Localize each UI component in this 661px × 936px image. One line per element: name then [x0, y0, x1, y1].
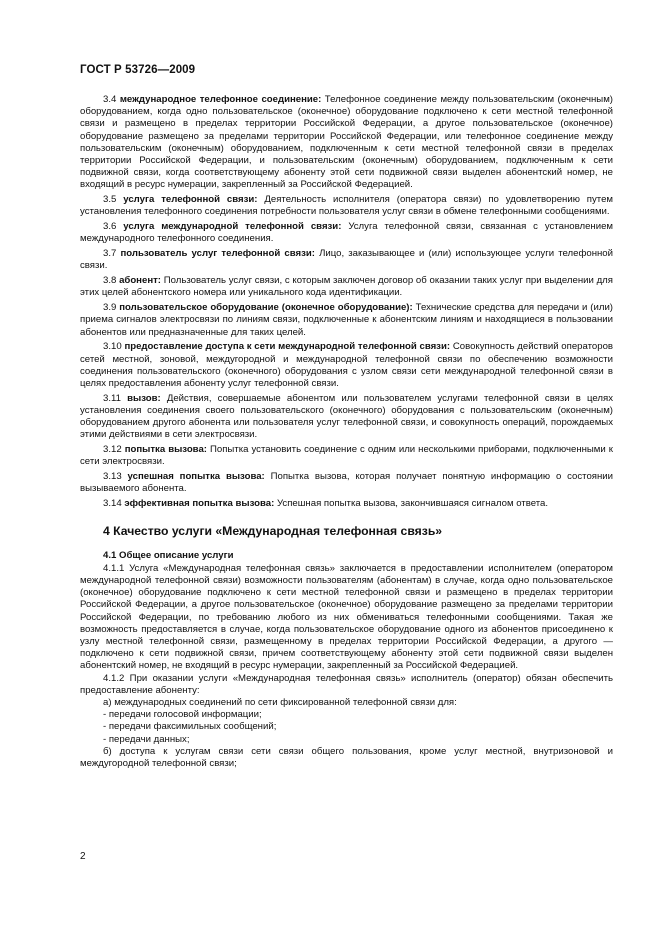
term-number: 3.10 [103, 341, 122, 353]
list-item-b: б) доступа к услугам связи сети связи общего пользования, кроме услуг местной, внутризоновой и междугородной телефонной связи; [80, 745, 613, 770]
term-name: услуга телефонной связи: [123, 194, 258, 206]
term-name: успешная попытка вызова: [127, 471, 265, 483]
term-number: 3.9 [103, 302, 117, 314]
term-3-4 [80, 94, 613, 192]
term-definition: Попытка установить соединение с одним или несколькими приборами, подключенными к сети электросвязи. [80, 444, 613, 468]
term-3-10 [80, 341, 613, 390]
term-3-5 [80, 194, 613, 218]
term-3-12 [80, 444, 613, 468]
clause-4-1-2: 4.1.2 При оказании услуги «Международная телефонная связь» исполнитель (оператор) обязан обеспечить предоставление абоненту: [80, 672, 613, 696]
document-body [80, 94, 613, 770]
term-definition: Лицо, заказывающее и (или) использующее услуги телефонной связи. [80, 248, 613, 272]
term-name: пользовательское оборудование (оконечное оборудование): [119, 302, 413, 314]
term-definition: Технические средства для передачи и (или) приема сигналов электросвязи по линиям связи, подключенные к абонентским линиям и находящиеся в пользовании абонентов или предназначенные для таких целей. [80, 302, 613, 338]
term-definition: Попытка вызова, которая получает понятную информацию о состоянии вызываемого абонента. [80, 471, 613, 495]
term-definition: Пользователь услуг связи, с которым заключен договор об оказании таких услуг при выделении для этих целей абонентского номера или уникального кода идентификации. [80, 275, 613, 299]
term-3-14 [80, 498, 613, 510]
term-3-8 [80, 275, 613, 299]
term-number: 3.5 [103, 194, 117, 206]
list-dash-item: - передачи факсимильных сообщений; [103, 721, 277, 733]
term-number: 3.11 [103, 392, 121, 404]
term-number: 3.13 [103, 471, 122, 483]
list-dash-item: - передачи голосовой информации; [103, 709, 262, 721]
page-number: 2 [80, 851, 86, 862]
term-definition: Действия, совершаемые абонентом или пользователем услугами телефонной связи в целях установления соединения своего пользовательского (оконечного) оборудования с пользовательским (оконечным) оборудованием другого абонента или пользователя услуг телефонной связи, и совокупность операций, порождаемых этими действиями в сети электросвязи. [80, 392, 613, 441]
term-3-13 [80, 471, 613, 495]
subsection-4-1-title: 4.1 Общее описание услуги [103, 549, 234, 561]
term-definition: Услуга телефонной связи, связанная с установлением международного телефонного соединения. [80, 221, 613, 245]
term-3-9 [80, 302, 613, 339]
term-3-6 [80, 221, 613, 245]
term-number: 3.6 [103, 221, 117, 233]
term-name: услуга международной телефонной связи: [123, 221, 342, 233]
term-number: 3.4 [103, 94, 117, 105]
term-name: попытка вызова: [124, 444, 207, 456]
term-definition: Успешная попытка вызова, закончившаяся сигналом ответа. [276, 498, 549, 510]
section-4-title: 4 Качество услуги «Международная телефонная связь» [103, 524, 443, 539]
term-name: вызов: [127, 392, 161, 404]
list-item-a: а) международных соединений по сети фиксированной телефонной связи для: [103, 697, 457, 709]
term-definition: Телефонное соединение между пользовательским (оконечным) оборудованием, когда одно пользовательское (оконечное) оборудование подключено к сети местной телефонной связи и размещено в пределах территории Российской Федерации, а другое пользовательское (оконечное) оборудование размещено за пределами территории Российской Федерации, или телефонное соединение между пользовательским (оконечным) оборудованием, подключенным к сети местной телефонной связи в пределах территории Российской Федерации, и пользовательским (оконечным) оборудованием, подключенным к сети подвижной связи, когда соответствующему абоненту этой сети подвижной связи выделен абонентский номер, не входящий в ресурс нумерации, закрепленный за Российской Федерацией. [80, 94, 613, 191]
term-number: 3.7 [103, 248, 117, 260]
document-code-header: ГОСТ Р 53726—2009 [80, 64, 196, 76]
term-definition: Деятельность исполнителя (оператора связи) по удовлетворению путем установления телефонного соединения потребности пользователя услуг связи в обмене телефонными сообщениями. [80, 194, 614, 218]
term-name: пользователь услуг телефонной связи: [120, 248, 315, 260]
term-3-11 [80, 393, 613, 442]
clause-4-1-1: 4.1.1 Услуга «Международная телефонная связь» заключается в предоставлении исполнителем (оператором международной телефонной связи) возможности пользователям (абонентам) в случае, когда одно пользовательское (оконечное) оборудование подключено к сети местной телефонной связи и размещено в пределах территории Российской Федерации, а другое пользовательское (оконечное) оборудование размещено за пределами территории Российской Федерации, по требованию любого из них обмениваться телефонными сообщениями. Такая же возможность предоставляется в случае, когда пользовательское оборудование одного из абонентов присоединено к узлу местной телефонной связи, размещенному в пределах территории Российской Федерации, а другого — подключено к сети подвижной связи, причем соответствующему абоненту этой сети подвижной связи выделен абонентский номер, не входящий в ресурс нумерации, закрепленный за Российской Федерацией. [80, 562, 613, 672]
term-name: абонент: [119, 275, 162, 287]
list-dash-item: - передачи данных; [103, 733, 190, 745]
term-number: 3.12 [103, 444, 122, 456]
term-name: эффективная попытка вызова: [124, 498, 275, 510]
term-number: 3.8 [103, 275, 117, 287]
term-number: 3.14 [103, 498, 122, 510]
term-name: международное телефонное соединение: [119, 94, 322, 105]
term-definition: Совокупность действий операторов сетей местной, зоновой, междугородной и международной телефонной связи по обеспечению возможности соединения пользовательского (оконечного) оборудования с узлом связи сети международной телефонной связи в целях предоставления абоненту услуг телефонной связи. [80, 341, 614, 390]
term-name: предоставление доступа к сети международной телефонной связи: [124, 341, 451, 353]
term-3-7 [80, 248, 613, 272]
